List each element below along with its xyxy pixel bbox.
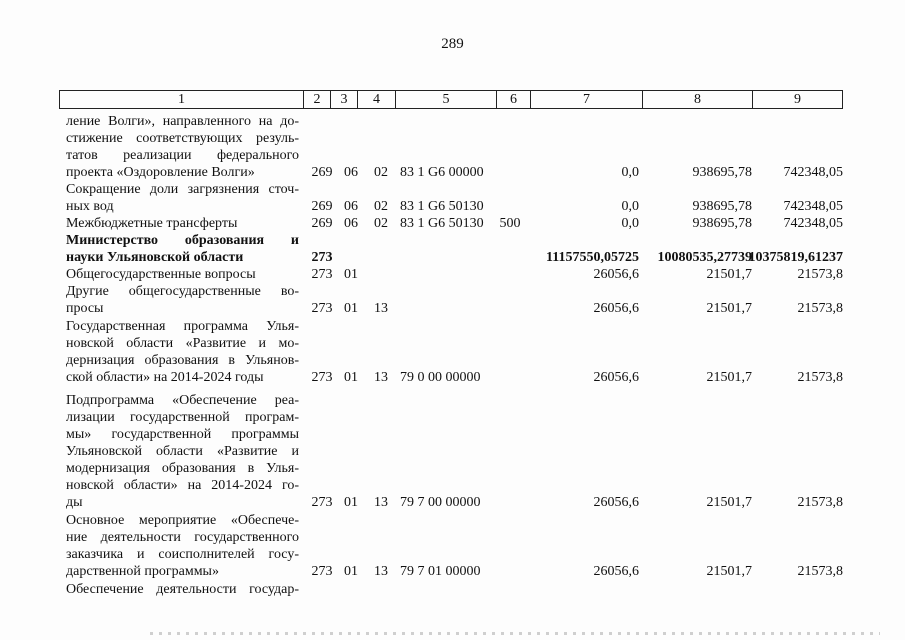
amount-col7: 0,0 xyxy=(621,199,639,214)
table-row xyxy=(0,494,905,514)
subsection-code: 13 xyxy=(374,370,388,385)
page-number: 289 xyxy=(441,36,464,52)
scan-edge-artifact xyxy=(150,632,880,635)
row-description: ление Волги», направленного на до- xyxy=(66,114,299,129)
admin-code: 269 xyxy=(311,165,333,180)
column-header-5: 5 xyxy=(395,91,496,108)
row-description: ды xyxy=(66,495,83,510)
amount-col9: 742348,05 xyxy=(783,199,843,214)
section-code: 01 xyxy=(344,267,358,282)
amount-col7: 26056,6 xyxy=(593,267,639,282)
table-row xyxy=(0,563,905,583)
amount-col8: 21501,7 xyxy=(706,267,752,282)
row-description: Другие общегосударственные во- xyxy=(66,284,299,299)
row-description: Обеспечение деятельности государ- xyxy=(66,582,299,597)
column-header-7: 7 xyxy=(530,91,642,108)
amount-col7: 0,0 xyxy=(621,216,639,231)
amount-col9: 21573,8 xyxy=(797,301,843,316)
row-description: ской области» на 2014-2024 годы xyxy=(66,370,264,385)
amount-col8: 21501,7 xyxy=(706,301,752,316)
row-description: Подпрограмма «Обеспечение реа- xyxy=(66,393,299,408)
subsection-code: 13 xyxy=(374,495,388,510)
column-header-6: 6 xyxy=(496,91,530,108)
target-article-code: 83 1 G6 50130 xyxy=(400,216,484,231)
section-code: 06 xyxy=(344,165,358,180)
amount-col9: 21573,8 xyxy=(797,370,843,385)
admin-code: 273 xyxy=(311,370,333,385)
admin-code: 269 xyxy=(311,216,333,231)
column-header-9: 9 xyxy=(752,91,842,108)
section-code: 01 xyxy=(344,301,358,316)
amount-col9: 742348,05 xyxy=(783,216,843,231)
row-description: дернизация образования в Ульянов- xyxy=(66,353,299,368)
amount-col8: 938695,78 xyxy=(692,165,752,180)
amount-col9: 21573,8 xyxy=(797,267,843,282)
row-description: проекта «Оздоровление Волги» xyxy=(66,165,255,180)
column-header-1: 1 xyxy=(178,92,185,107)
subsection-code: 02 xyxy=(374,199,388,214)
section-code: 06 xyxy=(344,216,358,231)
admin-code: 273 xyxy=(311,495,333,510)
subsection-code: 13 xyxy=(374,564,388,579)
column-header-2: 2 xyxy=(303,91,330,108)
row-description: Государственная программа Улья- xyxy=(66,319,299,334)
amount-col9: 742348,05 xyxy=(783,165,843,180)
column-header-4: 4 xyxy=(357,91,395,108)
amount-col8: 21501,7 xyxy=(706,370,752,385)
amount-col9: 21573,8 xyxy=(797,564,843,579)
row-description: новской области» на 2014-2024 го- xyxy=(66,478,299,493)
table-row xyxy=(0,369,905,389)
table-row xyxy=(0,300,905,320)
target-article-code: 79 7 00 00000 xyxy=(400,495,481,510)
row-description: науки Ульяновской области xyxy=(66,250,244,265)
column-number-header xyxy=(59,90,843,109)
admin-code: 273 xyxy=(311,301,333,316)
amount-col8: 938695,78 xyxy=(692,216,752,231)
row-description: заказчика и соисполнителей госу- xyxy=(66,547,299,562)
admin-code: 269 xyxy=(311,199,333,214)
row-description: ных вод xyxy=(66,199,114,214)
amount-col8: 21501,7 xyxy=(706,564,752,579)
row-description: мы» государственной программы xyxy=(66,427,299,442)
amount-col8: 21501,7 xyxy=(706,495,752,510)
row-description: Основное мероприятие «Обеспече- xyxy=(66,513,299,528)
expense-type-code: 500 xyxy=(499,216,521,231)
row-description: просы xyxy=(66,301,104,316)
admin-code: 273 xyxy=(311,267,333,282)
target-article-code: 79 0 00 00000 xyxy=(400,370,481,385)
amount-col9: 10375819,61237 xyxy=(748,250,843,265)
row-description: Межбюджетные трансферты xyxy=(66,216,238,231)
section-code: 01 xyxy=(344,495,358,510)
subsection-code: 13 xyxy=(374,301,388,316)
row-description: татов реализации федерального xyxy=(66,148,299,163)
amount-col7: 26056,6 xyxy=(593,301,639,316)
subsection-code: 02 xyxy=(374,165,388,180)
row-description: ние деятельности государственного xyxy=(66,530,299,545)
column-header-3: 3 xyxy=(330,91,357,108)
target-article-code: 79 7 01 00000 xyxy=(400,564,481,579)
admin-code: 273 xyxy=(311,250,333,265)
amount-col8: 10080535,27739 xyxy=(657,250,752,265)
target-article-code: 83 1 G6 00000 xyxy=(400,165,484,180)
row-description: Общегосударственные вопросы xyxy=(66,267,256,282)
amount-col7: 26056,6 xyxy=(593,370,639,385)
column-header-8: 8 xyxy=(642,91,752,108)
subsection-code: 02 xyxy=(374,216,388,231)
row-description: Министерство образования и xyxy=(66,233,299,248)
target-article-code: 83 1 G6 50130 xyxy=(400,199,484,214)
row-description: лизации государственной програм- xyxy=(66,410,299,425)
row-description: модернизация образования в Улья- xyxy=(66,461,299,476)
amount-col9: 21573,8 xyxy=(797,495,843,510)
amount-col7: 11157550,05725 xyxy=(546,250,639,265)
row-description: Ульяновской области «Развитие и xyxy=(66,444,299,459)
section-code: 06 xyxy=(344,199,358,214)
table-row xyxy=(0,581,905,601)
row-description: Сокращение доли загрязнения сточ- xyxy=(66,182,299,197)
row-description: новской области «Развитие и мо- xyxy=(66,336,299,351)
section-code: 01 xyxy=(344,370,358,385)
row-description: стижение соответствующих резуль- xyxy=(66,131,299,146)
amount-col8: 938695,78 xyxy=(692,199,752,214)
row-description: дарственной программы» xyxy=(66,564,219,579)
admin-code: 273 xyxy=(311,564,333,579)
amount-col7: 0,0 xyxy=(621,165,639,180)
amount-col7: 26056,6 xyxy=(593,495,639,510)
amount-col7: 26056,6 xyxy=(593,564,639,579)
section-code: 01 xyxy=(344,564,358,579)
